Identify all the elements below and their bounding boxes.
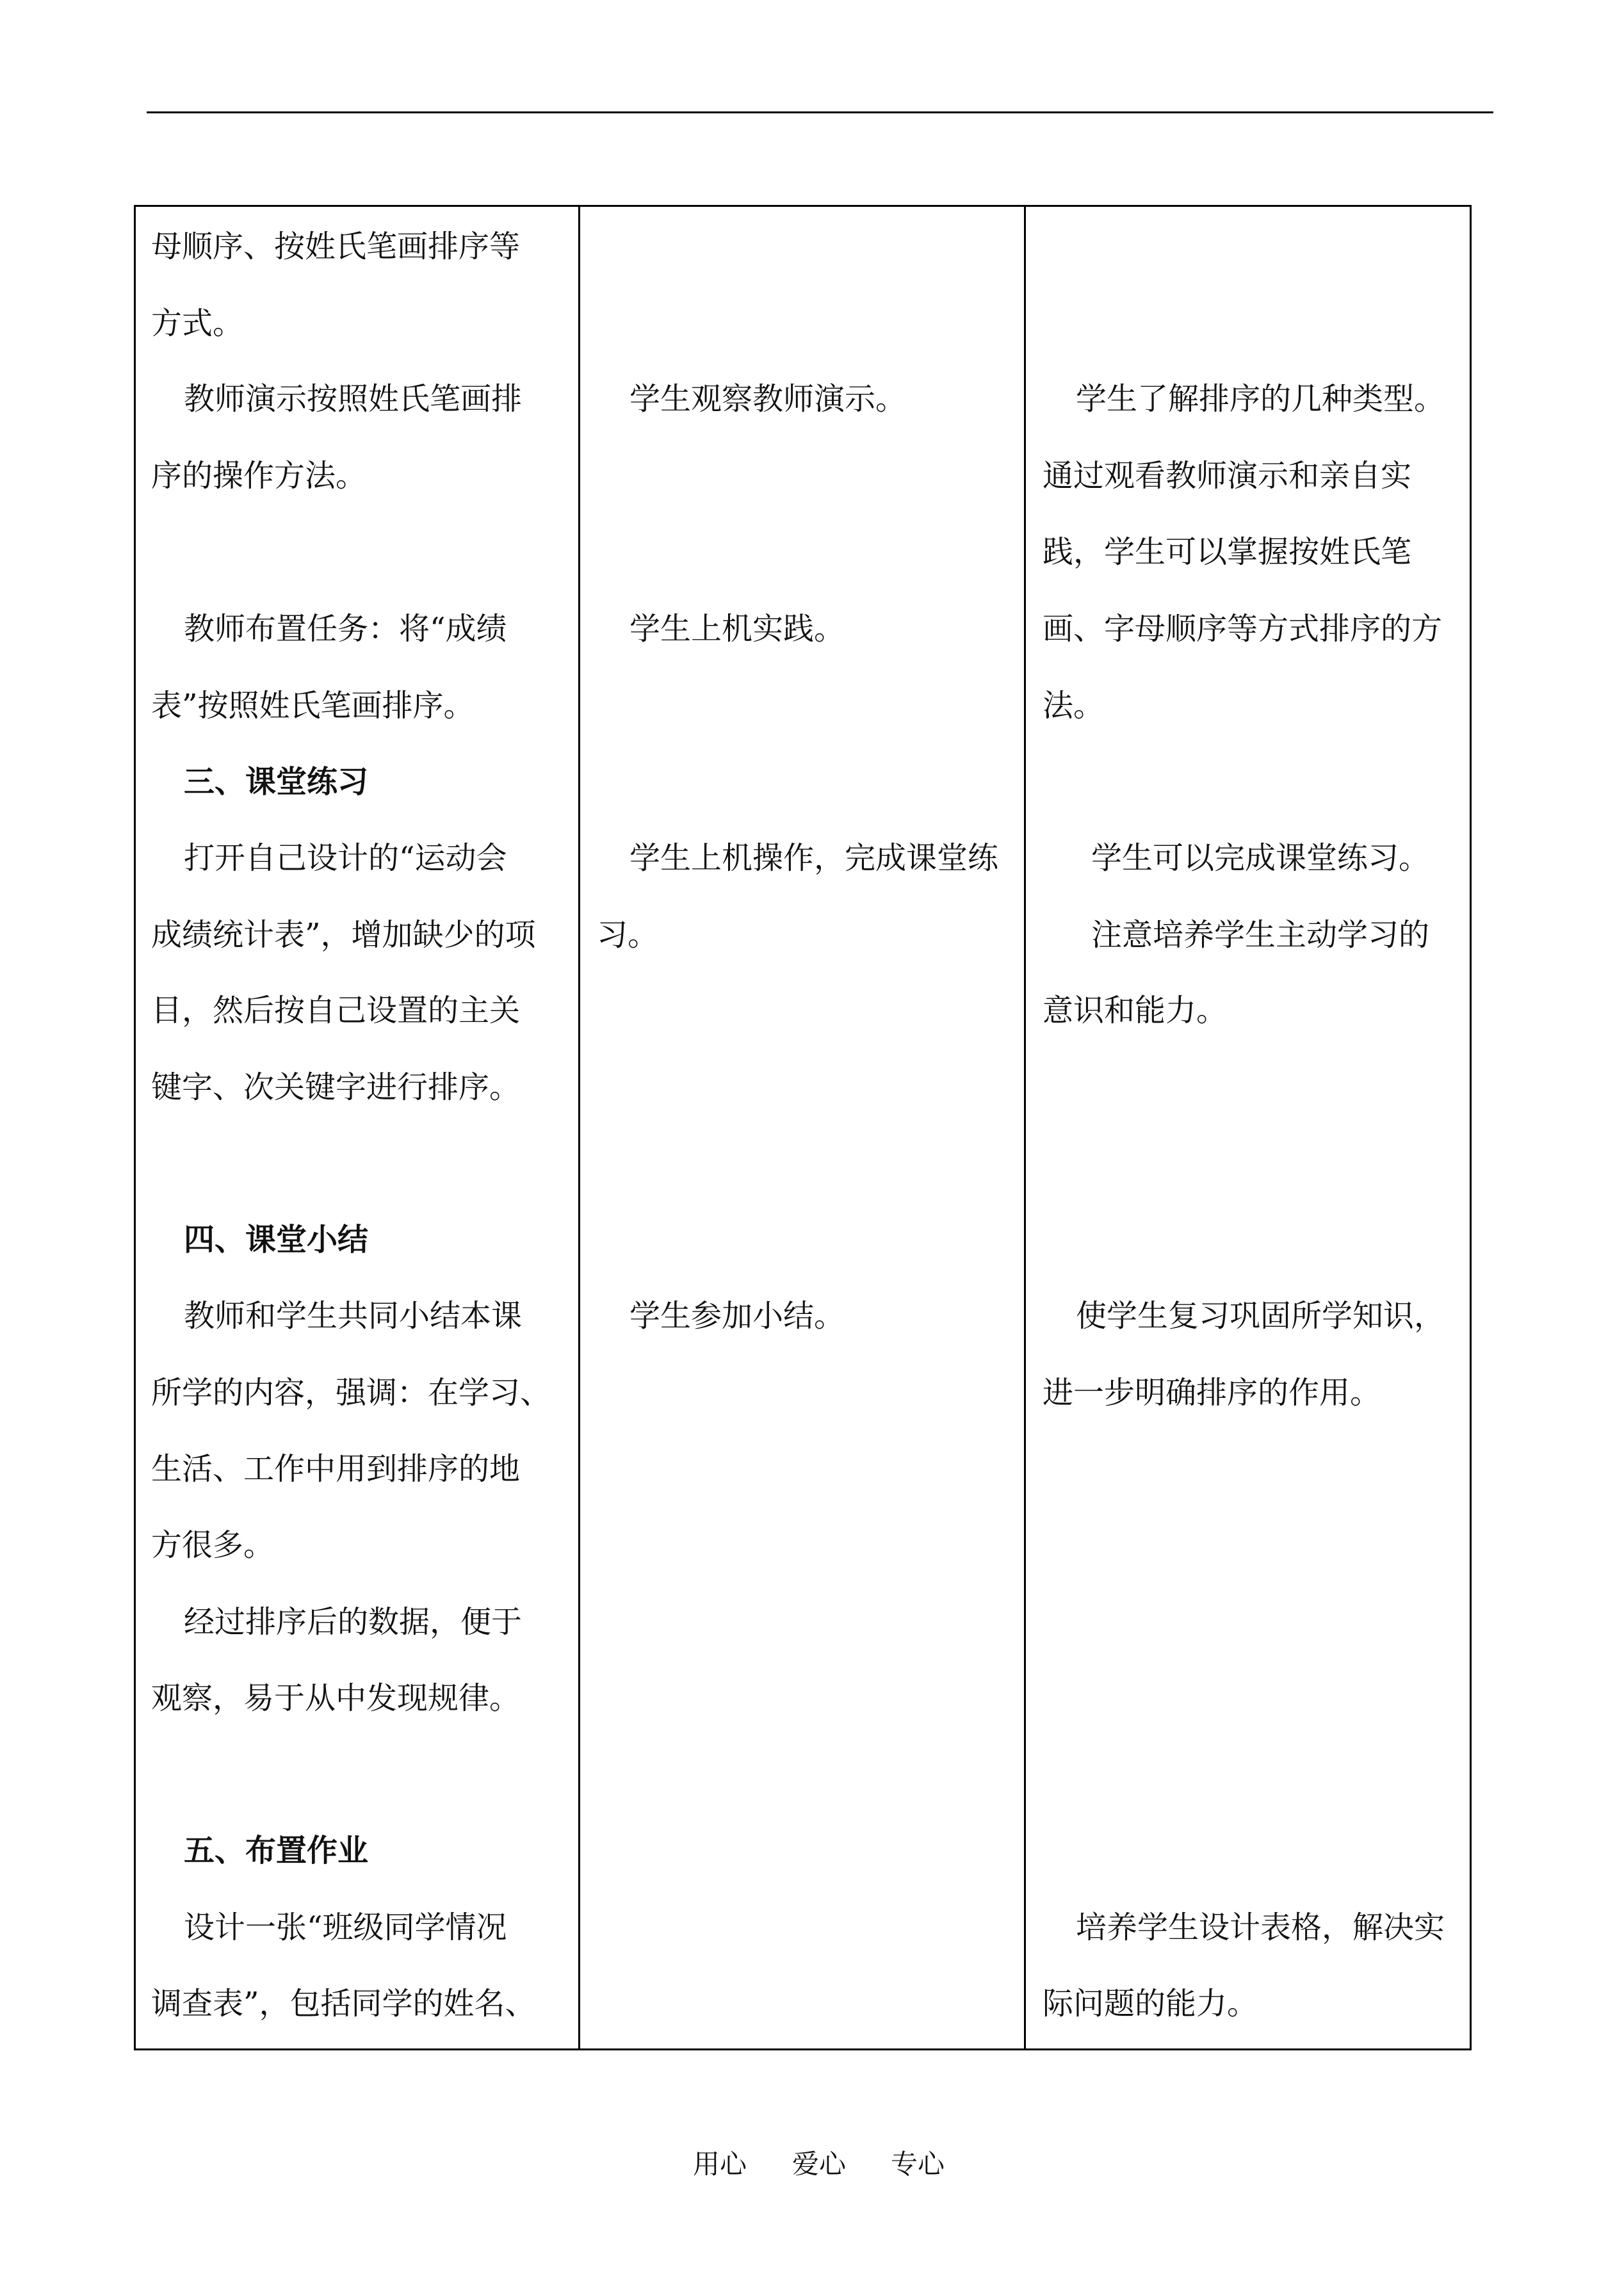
footer-text-yongxin: 用心	[693, 2148, 747, 2180]
footer-text-zhuanxin: 专心	[891, 2148, 945, 2180]
student-text-line: 习。	[597, 917, 659, 953]
teacher-text-line: 表”按照姓氏笔画排序。	[151, 688, 475, 724]
intent-text-line: 注意培养学生主动学习的	[1091, 917, 1430, 953]
teacher-text-line: 观察，易于从中发现规律。	[151, 1680, 521, 1716]
teacher-text-line: 教师演示按照姓氏笔画排	[184, 381, 523, 417]
student-text-line: 学生观察教师演示。	[629, 381, 907, 417]
teacher-text-line: 目，然后按自己设置的主关	[151, 993, 521, 1028]
teacher-text-line: 序的操作方法。	[151, 458, 367, 494]
section-heading-summary: 四、课堂小结	[184, 1222, 369, 1258]
teacher-text-line: 母顺序、按姓氏笔画排序等	[151, 229, 521, 264]
intent-text-line: 使学生复习巩固所学知识，	[1076, 1298, 1445, 1334]
column-divider-1	[578, 205, 580, 2050]
footer-text-aixin: 爱心	[792, 2148, 847, 2180]
column-divider-2	[1024, 205, 1026, 2050]
teacher-text-line: 方式。	[151, 305, 244, 341]
teacher-text-line: 调查表”，包括同学的姓名、	[151, 1986, 536, 2022]
intent-text-line: 践，学生可以掌握按姓氏笔	[1043, 534, 1412, 570]
student-text-line: 学生参加小结。	[629, 1298, 845, 1334]
student-text-line: 学生上机操作，完成课堂练	[629, 840, 999, 876]
teacher-text-line: 经过排序后的数据，便于	[184, 1604, 523, 1640]
teacher-text-line: 设计一张“班级同学情况	[184, 1910, 507, 1945]
section-heading-homework: 五、布置作业	[184, 1833, 369, 1869]
intent-text-line: 际问题的能力。	[1043, 1986, 1258, 2022]
intent-text-line: 通过观看教师演示和亲自实	[1043, 458, 1412, 494]
intent-text-line: 进一步明确排序的作用。	[1043, 1375, 1381, 1411]
teacher-text-line: 生活、工作中用到排序的地	[151, 1451, 521, 1487]
intent-text-line: 学生了解排序的几种类型。	[1076, 381, 1445, 417]
intent-text-line: 培养学生设计表格，解决实	[1076, 1910, 1445, 1945]
teacher-text-line: 键字、次关键字进行排序。	[151, 1069, 521, 1105]
teacher-text-line: 成绩统计表”，增加缺少的项	[151, 917, 536, 953]
teacher-text-line: 方很多。	[151, 1527, 275, 1563]
intent-text-line: 意识和能力。	[1043, 993, 1228, 1028]
intent-text-line: 画、字母顺序等方式排序的方	[1043, 611, 1443, 647]
teacher-text-line: 打开自己设计的“运动会	[184, 840, 507, 876]
teacher-text-line: 所学的内容，强调：在学习、	[151, 1375, 551, 1411]
section-heading-practice: 三、课堂练习	[184, 764, 369, 800]
intent-text-line: 法。	[1043, 688, 1105, 724]
student-text-line: 学生上机实践。	[629, 611, 845, 647]
header-rule	[147, 111, 1493, 113]
teacher-text-line: 教师布置任务：将“成绩	[184, 611, 507, 647]
teacher-text-line: 教师和学生共同小结本课	[184, 1298, 523, 1334]
intent-text-line: 学生可以完成课堂练习。	[1091, 840, 1430, 876]
